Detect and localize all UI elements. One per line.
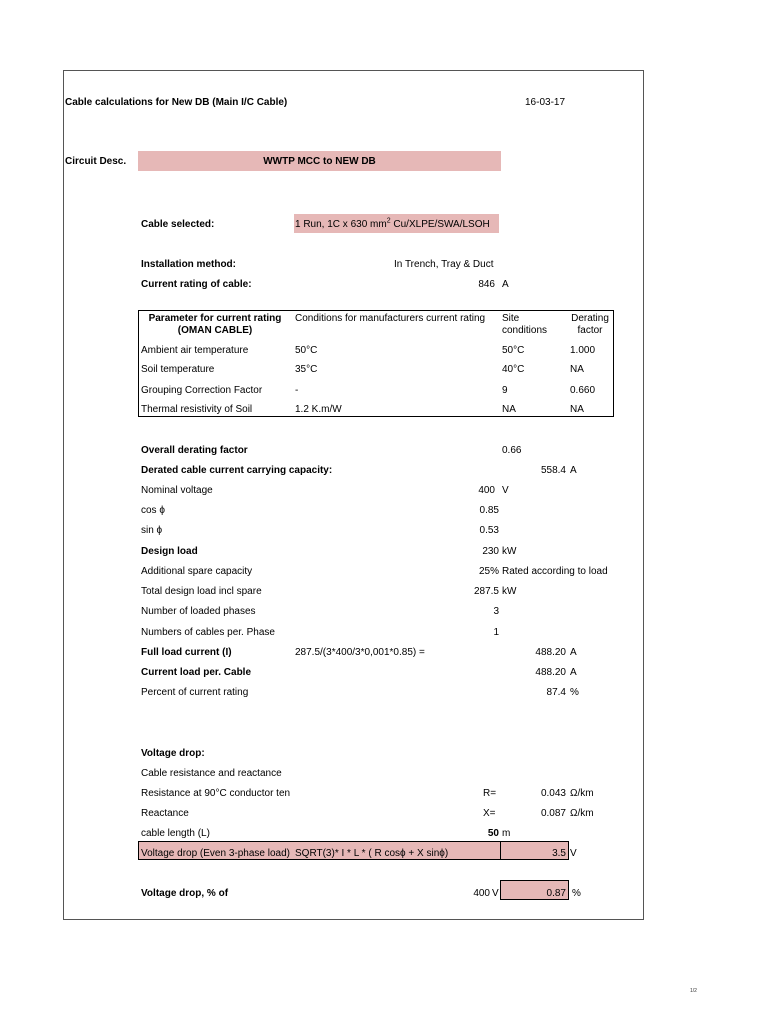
cable-length-value: 50 <box>487 828 499 839</box>
voltage-drop-percent-value: 0.87 <box>546 888 566 899</box>
table-row-site: 50°C <box>502 345 525 356</box>
cos-phi-label: cos ϕ <box>141 505 165 516</box>
overall-derating-label: Overall derating factor <box>141 445 248 456</box>
voltage-drop-even-unit: V <box>570 848 577 859</box>
resistance-symbol: R= <box>483 788 497 799</box>
table-row-param: Grouping Correction Factor <box>141 385 263 396</box>
table-row-cond: 50°C <box>295 345 318 356</box>
voltage-drop-ref-unit: V <box>492 888 499 899</box>
voltage-drop-percent-label: Voltage drop, % of <box>141 888 229 899</box>
cos-phi-value: 0.85 <box>479 505 499 516</box>
table-header-derating-1: Derating <box>571 313 609 324</box>
table-row-cond: - <box>295 385 299 396</box>
derated-capacity-unit: A <box>570 465 577 476</box>
document-title: Cable calculations for New DB (Main I/C Cable) <box>65 97 288 108</box>
table-header-conditions: Conditions for manufacturers current rating <box>295 313 486 324</box>
sin-phi-value: 0.53 <box>479 525 499 536</box>
table-row-site: 9 <box>502 385 508 396</box>
table-header-site-1: Site <box>502 313 520 324</box>
reactance-unit: Ω/km <box>570 808 594 819</box>
resistance-label: Resistance at 90°C conductor ten <box>141 788 291 799</box>
table-row-cond: 1.2 K.m/W <box>295 404 342 415</box>
design-load-label: Design load <box>141 546 198 557</box>
full-load-unit: A <box>570 647 577 658</box>
voltage-drop-even-label: Voltage drop (Even 3-phase load) <box>141 848 290 859</box>
spare-capacity-value: 25% <box>478 566 499 577</box>
nominal-voltage-label: Nominal voltage <box>141 485 213 496</box>
loaded-phases-label: Number of loaded phases <box>141 606 256 617</box>
resistance-unit: Ω/km <box>570 788 594 799</box>
table-row-factor: NA <box>570 404 584 415</box>
table-header-site-2: conditions <box>502 325 548 336</box>
spare-capacity-label: Additional spare capacity <box>141 566 253 577</box>
full-load-formula: 287.5/(3*400/3*0,001*0.85) = <box>295 647 425 658</box>
table-row-factor: NA <box>570 364 584 375</box>
total-load-label: Total design load incl spare <box>141 586 262 597</box>
circuit-label: Circuit Desc. <box>65 156 127 167</box>
percent-rating-value: 87.4 <box>546 687 566 698</box>
derated-capacity-label: Derated cable current carrying capacity: <box>141 465 333 476</box>
cable-length-label: cable length (L) <box>141 828 210 839</box>
loaded-phases-value: 3 <box>493 606 499 617</box>
voltage-drop-percent-unit: % <box>572 888 581 899</box>
table-row-factor: 1.000 <box>570 345 596 356</box>
rating-label: Current rating of cable: <box>141 279 252 290</box>
load-per-cable-unit: A <box>570 667 577 678</box>
percent-rating-label: Percent of current rating <box>141 687 249 698</box>
full-load-value: 488.20 <box>535 647 566 658</box>
nominal-voltage-value: 400 <box>478 485 495 496</box>
design-load-value: 230 <box>482 546 499 557</box>
derated-capacity-value: 558.4 <box>540 465 566 476</box>
rating-value: 846 <box>478 279 495 290</box>
table-row-param: Thermal resistivity of Soil <box>141 404 253 415</box>
total-load-value: 287.5 <box>473 586 499 597</box>
nominal-voltage-unit: V <box>502 485 509 496</box>
cables-per-phase-value: 1 <box>493 627 499 638</box>
table-header-derating-2: factor <box>577 325 603 336</box>
reactance-symbol: X= <box>483 808 496 819</box>
percent-rating-unit: % <box>570 687 579 698</box>
cable-label: Cable selected: <box>141 219 215 230</box>
voltage-drop-even-value: 3.5 <box>552 848 566 859</box>
reactance-value: 0.087 <box>540 808 566 819</box>
document-date: 16-03-17 <box>525 97 566 108</box>
reactance-label: Reactance <box>141 808 189 819</box>
res-react-label: Cable resistance and reactance <box>141 768 282 779</box>
circuit-value: WWTP MCC to NEW DB <box>263 156 376 167</box>
design-load-unit: kW <box>502 546 517 557</box>
total-load-unit: kW <box>502 586 517 597</box>
table-row-cond: 35°C <box>295 364 318 375</box>
resistance-value: 0.043 <box>540 788 566 799</box>
table-row-param: Soil temperature <box>141 364 215 375</box>
rating-unit: A <box>502 279 509 290</box>
table-row-param: Ambient air temperature <box>141 345 249 356</box>
table-row-site: NA <box>502 404 516 415</box>
sin-phi-label: sin ϕ <box>141 525 163 536</box>
installation-label: Installation method: <box>141 259 236 270</box>
load-per-cable-label: Current load per. Cable <box>141 667 252 678</box>
overall-derating-value: 0.66 <box>502 445 522 456</box>
cable-value: 1 Run, 1C x 630 $mm^2$ Cu/XLPE/SWA/LSOH <box>295 217 490 230</box>
full-load-label: Full load current (I) <box>141 647 232 658</box>
table-row-site: 40°C <box>502 364 525 375</box>
cables-per-phase-label: Numbers of cables per. Phase <box>141 627 275 638</box>
installation-value: In Trench, Tray & Duct <box>394 259 494 270</box>
voltage-drop-heading: Voltage drop: <box>141 748 205 759</box>
table-header-param-2: (OMAN CABLE) <box>177 325 253 336</box>
voltage-drop-ref-value: 400 <box>473 888 490 899</box>
cable-length-unit: m <box>502 828 511 839</box>
page-number: 1/2 <box>690 988 697 994</box>
table-header-param-1: Parameter for current rating <box>148 313 282 324</box>
spare-capacity-note: Rated according to load <box>502 566 608 577</box>
table-row-factor: 0.660 <box>570 385 596 396</box>
voltage-drop-formula: SQRT(3)* I * L * ( R cosϕ + X sinϕ) <box>295 848 449 859</box>
load-per-cable-value: 488.20 <box>535 667 566 678</box>
